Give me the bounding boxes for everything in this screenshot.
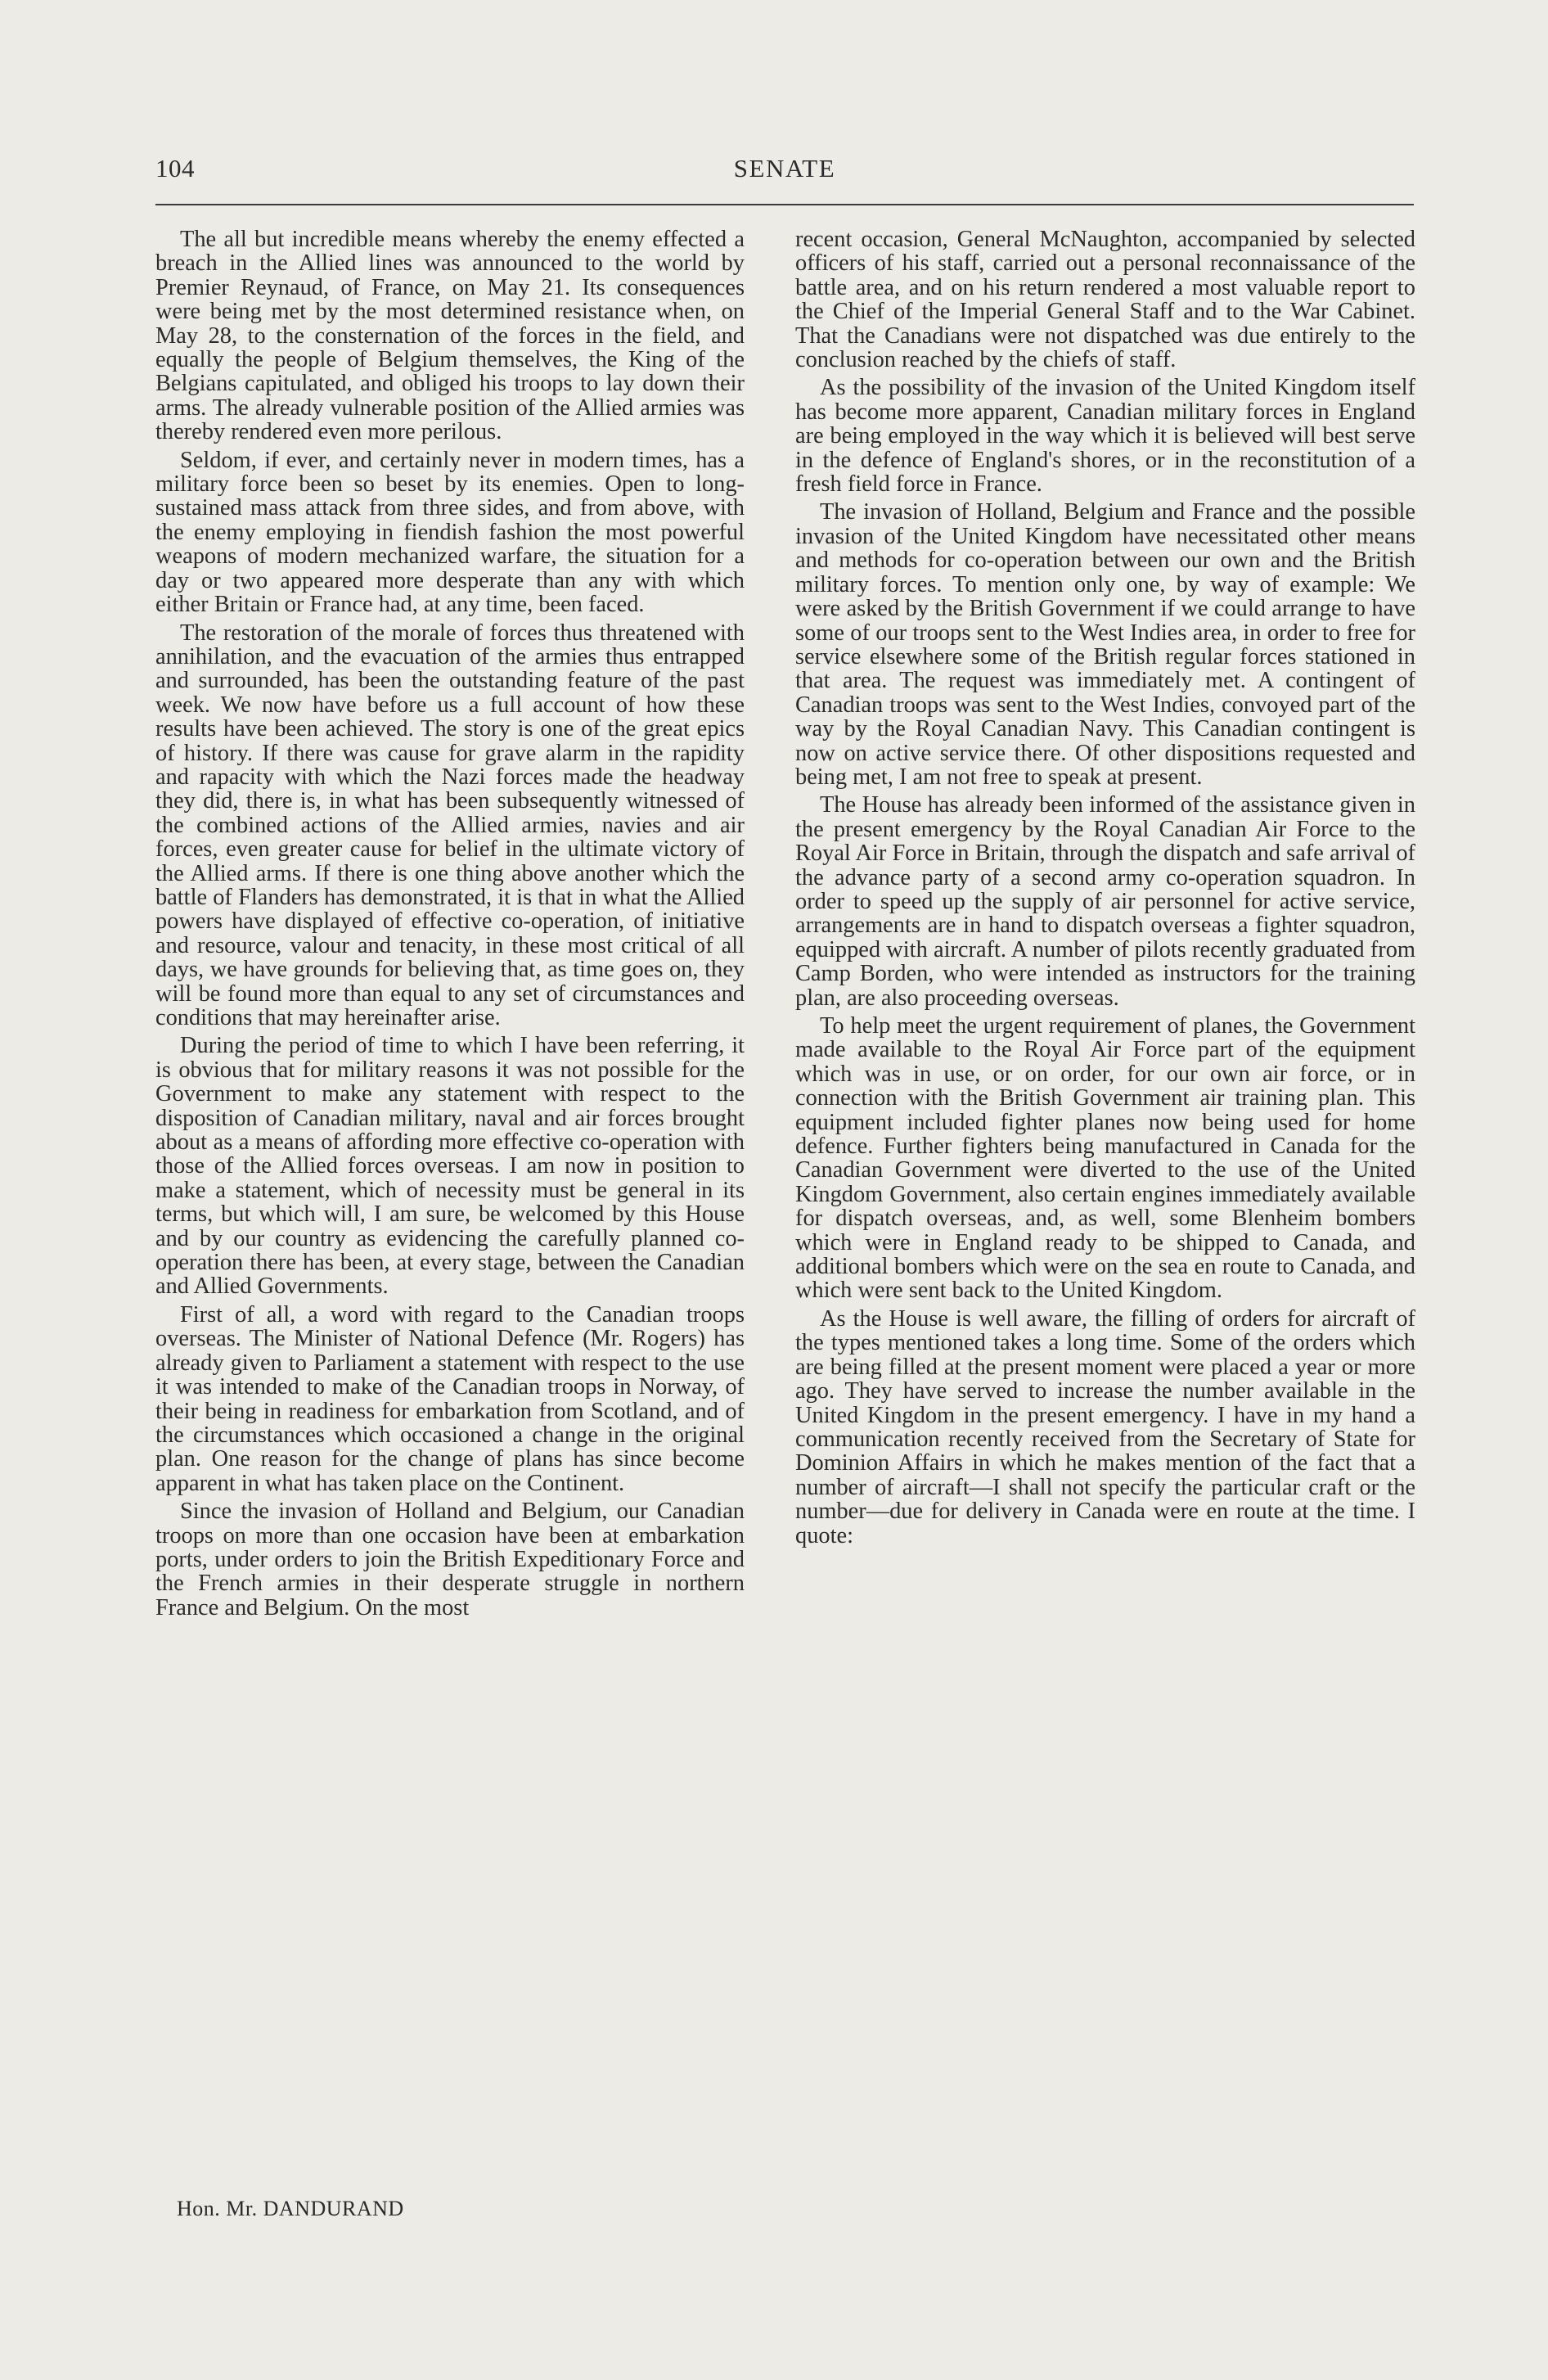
paragraph: As the House is well aware, the filling of orders for aircraft of the types mentioned takes a long time. Some of the orders which are being filled at the present moment were placed a year or more ago. They have served to increase the number available in the United Kingdom in the present emergency. I have in my hand a communication recently received from the Secretary of State for Dominion Affairs in which he makes mention of the fact that a number of aircraft—I shall not specify the particular craft or the number—due for delivery in Canada were en route at the time. I quote:	[795, 1305, 1415, 1548]
paragraph: Seldom, if ever, and certainly never in modern times, has a military force been so beset by its enemies. Open to long-sustained mass attack from three sides, and from above, with the enemy employing in fiendish fashion the most powerful weapons of modern mechanized warfare, the situation for a day or two appeared more desperate than any with which either Britain or France had, at any time, been faced.	[155, 447, 745, 618]
paragraph: The restoration of the morale of forces thus threatened with annihilation, and the evacuation of the armies thus entrapped and surrounded, has been the outstanding feature of the past week. We now have before us a full account of how these results have been achieved. The story is one of the great epics of history. If there was cause for grave alarm in the rapidity and rapacity with which the Nazi forces made the headway they did, there is, in what has been subsequently witnessed of the combined actions of the Allied armies, navies and air forces, even greater cause for belief in the ultimate victory of the Allied arms. If there is one thing above another which the battle of Flanders has demonstrated, it is that in what the Allied powers have displayed of effective co-operation, of initiative and resource, valour and tenacity, in these most critical of all days, we have grounds for believing that, as time goes on, they will be found more than equal to any set of circumstances and conditions that may hereinafter arise.	[155, 620, 745, 1030]
paragraph: First of all, a word with regard to the Canadian troops overseas. The Minister of National Defence (Mr. Rogers) has already given to Parliament a statement with respect to the use it was intended to make of the Canadian troops in Norway, of their being in readiness for embarkation from Scotland, and of the circumstances which occasioned a change in the original plan. One reason for the change of plans has since become apparent in what has taken place on the Continent.	[155, 1301, 745, 1496]
running-head: SENATE	[733, 154, 836, 183]
left-column	[155, 228, 745, 1624]
speaker-footer: Hon. Mr. DANDURAND	[177, 2197, 404, 2220]
page-header	[155, 154, 1414, 195]
paragraph: As the possibility of the invasion of the United Kingdom itself has become more apparent, Canadian military forces in England are being employed in the way which it is believed will best serve in the defence of England's shores, or in the reconstitution of a fresh field force in France.	[795, 375, 1415, 498]
paragraph: The House has already been informed of the assistance given in the present emergency by the Royal Canadian Air Force to the Royal Air Force in Britain, through the dispatch and safe arrival of the advance party of a second army co-operation squadron. In order to speed up the supply of air personnel for active service, arrangements are in hand to dispatch overseas a fighter squadron, equipped with aircraft. A number of pilots recently graduated from Camp Borden, who were intended as instructors for the training plan, are also proceeding overseas.	[795, 792, 1415, 1011]
right-column	[795, 228, 1415, 1552]
paragraph-continued: recent occasion, General McNaughton, accompanied by selected officers of his staff, carried out a personal reconnaissance of the battle area, and on his return rendered a most valuable report to the Chief of the Imperial General Staff and to the War Cabinet. That the Canadians were not dispatched was due entirely to the conclusion reached by the chiefs of staff.	[795, 227, 1415, 373]
paragraph: Since the invasion of Holland and Belgium, our Canadian troops on more than one occasion have been at embarkation ports, under orders to join the British Expeditionary Force and the French armies in their desperate struggle in northern France and Belgium. On the most	[155, 1499, 745, 1620]
paragraph: To help meet the urgent requirement of planes, the Government made available to the Royal Air Force part of the equipment which was in use, or on order, for our own air force, or in connection with the British Government air training plan. This equipment included fighter planes now being used for home defence. Further fighters being manufactured in Canada for the Canadian Government were diverted to the use of the United Kingdom Government, also certain engines immediately available for dispatch overseas, and, as well, some Blenheim bombers which were in England ready to be shipped to Canada, and additional bombers which were on the sea en route to Canada, and which were sent back to the United Kingdom.	[795, 1013, 1415, 1304]
paragraph: During the period of time to which I have been referring, it is obvious that for military reasons it was not possible for the Government to make any statement with respect to the disposition of Canadian military, naval and air forces brought about as a means of affording more effective co-operation with those of the Allied forces overseas. I am now in position to make a statement, which of necessity must be general in its terms, but which will, I am sure, be welcomed by this House and by our country as evidencing the carefully planned co-operation there has been, at every stage, between the Canadian and Allied Governments.	[155, 1033, 745, 1300]
header-rule	[155, 204, 1414, 205]
page-number: 104	[155, 154, 195, 183]
paragraph: The all but incredible means whereby the enemy effected a breach in the Allied lines was announced to the world by Premier Reynaud, of France, on May 21. Its consequences were being met by the most determined resistance when, on May 28, to the consternation of the forces in the field, and equally the people of Belgium themselves, the King of the Belgians capitulated, and obliged his troops to lay down their arms. The already vulnerable position of the Allied armies was thereby rendered even more perilous.	[155, 227, 745, 445]
paragraph: The invasion of Holland, Belgium and France and the possible invasion of the United Kingdom have necessitated other means and methods for co-operation between our own and the British military forces. To mention only one, by way of example: We were asked by the British Government if we could arrange to have some of our troops sent to the West Indies area, in order to free for service elsewhere some of the British regular forces stationed in that area. The request was immediately met. A contingent of Canadian troops was sent to the West Indies, convoyed part of the way by the Royal Canadian Navy. This Canadian contingent is now on active service there. Of other dispositions requested and being met, I am not free to speak at present.	[795, 499, 1415, 790]
